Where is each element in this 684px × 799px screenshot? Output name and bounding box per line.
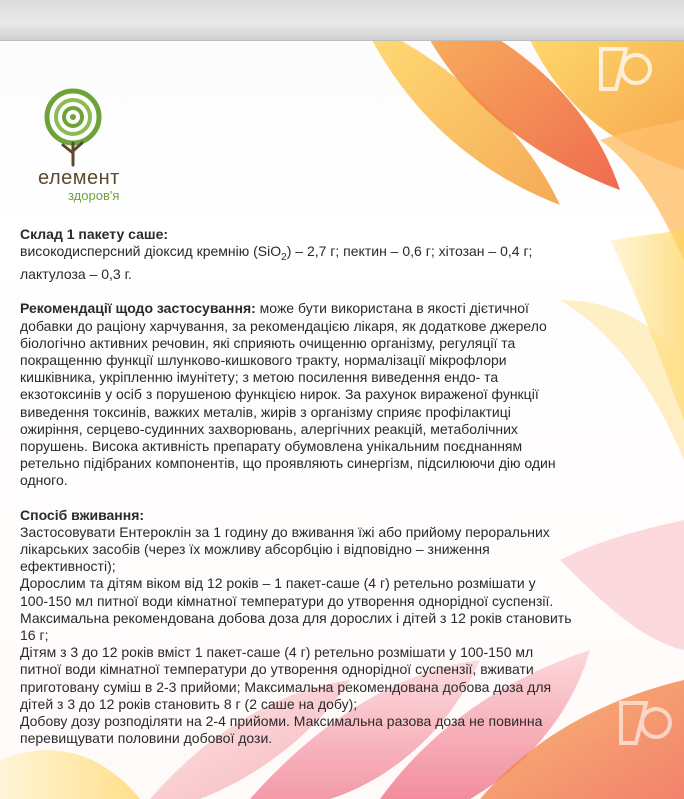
composition-heading: Склад 1 пакету саше: (20, 226, 169, 242)
composition-line (20, 243, 620, 266)
usage-line: 100-150 мл питної води кімнатної температури до утворення однорідної суспензії. (20, 592, 554, 609)
usage-line: Добову дозу розподіляти на 2-4 прийоми. Максимальна разова доза не повинна (20, 713, 543, 730)
recommendations-text: може бути використана в якості дієтичної (255, 300, 529, 317)
usage-heading: Спосіб вживання: (20, 506, 145, 523)
composition-text: ) – 2,7 г; пектин – 0,6 г; хітозан – 0,4 г; (286, 243, 533, 260)
usage-line: приготовану суміш в 2-3 прийоми; Максимальна рекомендована добова доза для (20, 678, 552, 695)
brand-subtitle: здоров'я (68, 188, 120, 203)
usage-line: питної води кімнатної температури до утворення однорідної суспензії, вживати (20, 661, 534, 678)
watermark-icon (586, 44, 656, 94)
petal-shape (0, 750, 140, 799)
recommendations-line: біологічно активних речовин, які сприяють очищенню організму, регуляції та (20, 334, 516, 351)
spiral-tree-logo-icon (30, 85, 140, 167)
usage-line: лікарських засобів (через їх можливу абсорбцію і відповідно – зниження (20, 541, 490, 558)
recommendations-line: ретельно підібраних компонентів, що проявляють синергізм, підсилюючи дію один (20, 455, 556, 472)
brand-name: елемент (38, 167, 120, 189)
usage-line: перевищувати половини добової дози. (20, 730, 273, 747)
recommendations-line: порушень. Висока активність препарату обумовлена унікальним поєднанням (20, 438, 523, 455)
usage-line: Дорослим та дітям віком від 12 років – 1 пакет-саше (4 г) ретельно розмішати у (20, 575, 536, 592)
recommendations-line: кишківника, укріпленню імунітету; з метою посилення виведення ендо- та (20, 369, 499, 386)
recommendations-line: одного. (20, 472, 68, 489)
usage-line: Застосовувати Ентероклін за 1 годину до вживання їжі або прийому пероральних (20, 523, 550, 540)
recommendations-line: покращенню функції шлунково-кишкового тракту, нормалізації мікрофлори (20, 352, 507, 369)
composition-text: високодисперсний діоксид кремнію (SiO (20, 243, 282, 260)
label-text (20, 226, 620, 747)
recommendations-line: ожиріння, серцево-судинних захворювань, алергічних реакцій, метаболічних (20, 420, 518, 437)
box-top-flap (0, 0, 684, 41)
recommendations-heading: Рекомендації щодо застосування: (20, 300, 256, 317)
subscript: 2 (281, 252, 287, 263)
recommendations-line: виведення токсинів, важких металів, жирів з організму сприяє профілактиці (20, 403, 511, 420)
recommendations-line: екзотоксинів у осіб з порушеною функцією нирок. За рахунок вираженої функції (20, 386, 539, 403)
usage-line: Дітям з 3 до 12 років вміст 1 пакет-саше (4 г) ретельно розмішати у 100-150 мл (20, 644, 534, 661)
usage-line: 16 г; (20, 627, 49, 644)
recommendations-line (20, 300, 620, 317)
usage-line: Максимальна рекомендована добова доза для дорослих і дітей з 12 років становить (20, 609, 572, 626)
composition-line: лактулоза – 0,3 г. (20, 266, 132, 283)
usage-line: ефективності); (20, 558, 116, 575)
usage-line: дітей з 3 до 12 років становить 8 г (2 саше на добу); (20, 695, 358, 712)
brand-logo (30, 85, 140, 203)
recommendations-line: добавки до раціону харчування, за рекомендацією лікаря, як додаткове джерело (20, 317, 547, 334)
